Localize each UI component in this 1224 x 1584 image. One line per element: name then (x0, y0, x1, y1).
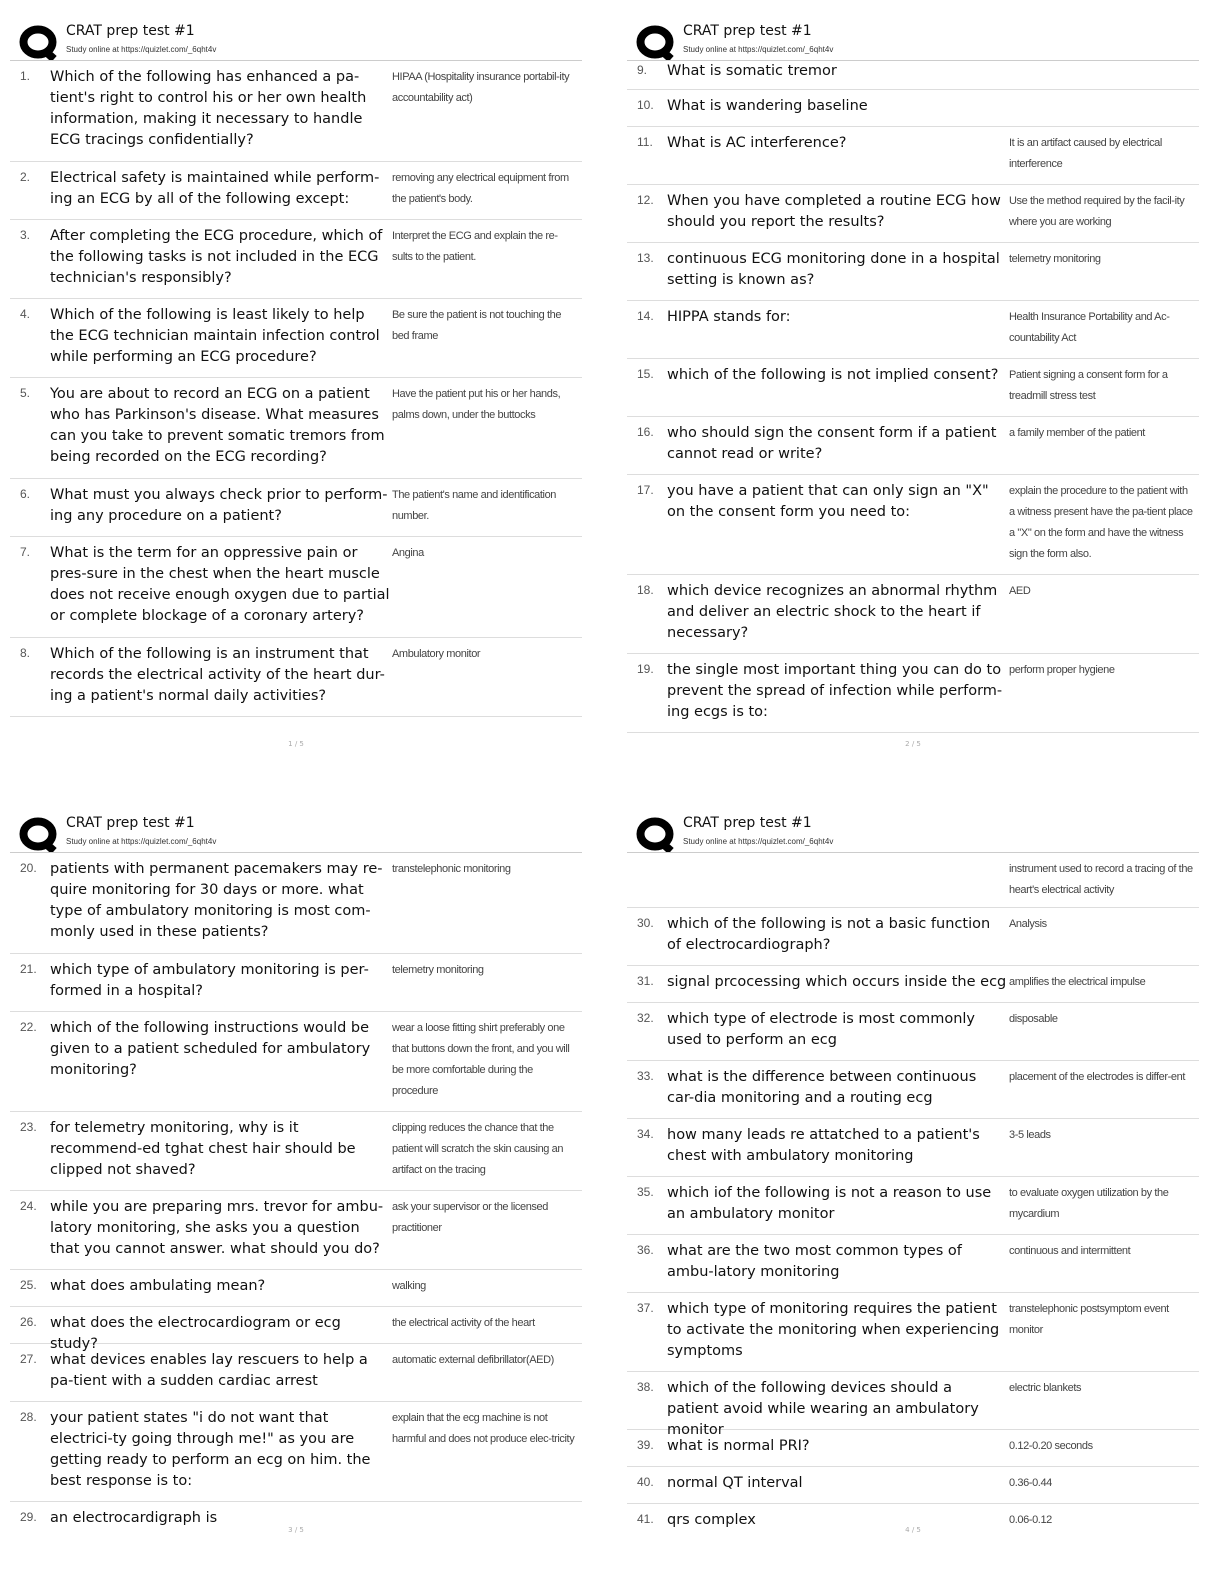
card-row-continued (627, 853, 1199, 908)
card-row (627, 475, 1199, 575)
card-answer: Use the method required by the facil-ity where you are working (1009, 195, 1185, 228)
card-question: which type of electrode is most commonly used to perform an ecg (667, 1011, 976, 1048)
card-row (10, 1402, 582, 1502)
card-question: what does the electrocardiogram or ecg study? (50, 1315, 341, 1352)
card-question: qrs complex (667, 1512, 756, 1528)
card-number: 33. (637, 1069, 654, 1083)
card-answer: Be sure the patient is not touching the bed frame (392, 309, 562, 342)
card-question: which device recognizes an abnormal rhythm and deliver an electric shock to the heart if necessary? (667, 583, 998, 641)
card-answer: a family member of the patient (1009, 427, 1145, 439)
card-answer: placement of the electrodes is differ-ent (1009, 1071, 1186, 1083)
card-number: 37. (637, 1301, 654, 1315)
card-answer: the electrical activity of the heart (392, 1317, 535, 1329)
page-1 (10, 16, 582, 748)
card-row (10, 1270, 582, 1307)
card-row (627, 127, 1199, 185)
card-number: 3. (20, 228, 31, 242)
card-answer: Analysis (1009, 918, 1047, 930)
page-title: CRAT prep test #1 (683, 815, 812, 831)
card-row (627, 1119, 1199, 1177)
card-question: What is the term for an oppressive pain or pres-sure in the chest when the heart muscle does not receive enough oxygen due to partial or complete blockage of a coronary artery? (50, 545, 390, 624)
card-question: for telemetry monitoring, why is it recommend-ed tghat chest hair should be clipped not shaved? (50, 1120, 356, 1178)
card-question: When you have completed a routine ECG how should you report the results? (667, 193, 1001, 230)
card-number: 22. (20, 1020, 37, 1034)
card-answer: It is an artifact caused by electrical interference (1009, 137, 1162, 170)
page-4 (627, 808, 1199, 1538)
card-number: 18. (637, 583, 654, 597)
card-number: 38. (637, 1380, 654, 1394)
card-answer: Have the patient put his or her hands, palms down, under the buttocks (392, 388, 561, 421)
card-row (627, 417, 1199, 475)
card-row (10, 1012, 582, 1112)
card-answer: removing any electrical equipment from the patient's body. (392, 172, 569, 205)
card-question: After completing the ECG procedure, which of the following tasks is not included in the ECG technician's responsibly? (50, 228, 383, 286)
card-answer: walking (392, 1280, 426, 1292)
card-number: 2. (20, 170, 31, 184)
page-title: CRAT prep test #1 (683, 23, 812, 39)
card-question: which type of ambulatory monitoring is per-formed in a hospital? (50, 962, 369, 999)
card-answer: automatic external defibrillator(AED) (392, 1354, 554, 1366)
card-row (10, 1112, 582, 1191)
card-answer: transtelephonic monitoring (392, 863, 511, 875)
card-answer: AED (1009, 585, 1031, 597)
card-number: 26. (20, 1315, 37, 1329)
page-number: 1 / 5 (288, 740, 304, 748)
card-answer: wear a loose fitting shirt preferably one that buttons down the front, and you will be more comfortable during the procedure (392, 1022, 570, 1097)
card-number: 30. (637, 916, 654, 930)
card-row (627, 301, 1199, 359)
card-number: 14. (637, 309, 654, 323)
card-question: while you are preparing mrs. trevor for ambu-latory monitoring, she asks you a question that you cannot answer. what should you do? (50, 1199, 384, 1257)
page-number: 2 / 5 (905, 740, 921, 748)
card-question: what devices enables lay rescuers to help a pa-tient with a sudden cardiac arrest (50, 1352, 368, 1389)
card-number: 16. (637, 425, 654, 439)
card-row (627, 575, 1199, 654)
card-answer: The patient's name and identification number. (392, 489, 557, 522)
card-row (10, 479, 582, 537)
card-row (10, 853, 582, 954)
card-answer: Patient signing a consent form for a treadmill stress test (1009, 369, 1168, 402)
card-question: which iof the following is not a reason to use an ambulatory monitor (667, 1185, 992, 1222)
card-question: how many leads re attatched to a patient's chest with ambulatory monitoring (667, 1127, 980, 1164)
card-question: What is AC interference? (667, 135, 847, 151)
card-question: Which of the following is least likely to help the ECG technician maintain infection control while performing an ECG procedure? (50, 307, 380, 365)
card-row (627, 1430, 1199, 1467)
card-question: Which of the following is an instrument that records the electrical activity of the heart dur-ing a patient's normal daily activities? (50, 646, 385, 704)
card-question: which of the following is not implied consent? (667, 367, 999, 383)
card-question: What must you always check prior to perform-ing any procedure on a patient? (50, 487, 388, 524)
card-question: HIPPA stands for: (667, 309, 791, 325)
card-answer: 0.06-0.12 (1009, 1514, 1052, 1526)
card-row (10, 162, 582, 220)
card-number: 17. (637, 483, 654, 497)
card-question: what is the difference between continuous car-dia monitoring and a routing ecg (667, 1069, 977, 1106)
card-number: 31. (637, 974, 654, 988)
card-number: 15. (637, 367, 654, 381)
card-answer: perform proper hygiene (1009, 664, 1115, 676)
card-question: the single most important thing you can do to prevent the spread of infection while perform-ing ecgs is to: (667, 662, 1003, 720)
page-header (10, 808, 582, 853)
card-answer: Interpret the ECG and explain the re-sults to the patient. (392, 230, 558, 263)
study-link[interactable]: Study online at https://quizlet.com/_6qht4v (66, 45, 217, 54)
card-number: 35. (637, 1185, 654, 1199)
card-question: Electrical safety is maintained while perform-ing an ECG by all of the following except: (50, 170, 380, 207)
page-title: CRAT prep test #1 (66, 815, 195, 831)
card-question: which of the following is not a basic function of electrocardiograph? (667, 916, 991, 953)
study-link[interactable]: Study online at https://quizlet.com/_6qht4v (683, 837, 834, 846)
card-number: 40. (637, 1475, 654, 1489)
card-number: 6. (20, 487, 31, 501)
card-row (627, 654, 1199, 733)
card-number: 32. (637, 1011, 654, 1025)
card-number: 36. (637, 1243, 654, 1257)
card-row (10, 1191, 582, 1270)
card-number: 19. (637, 662, 654, 676)
card-row (10, 954, 582, 1012)
card-row (10, 1344, 582, 1402)
card-row (627, 185, 1199, 243)
card-number: 25. (20, 1278, 37, 1292)
card-row (627, 359, 1199, 417)
card-row (627, 1061, 1199, 1119)
card-number: 5. (20, 386, 31, 400)
card-number: 21. (20, 962, 37, 976)
card-question: patients with permanent pacemakers may re-quire monitoring for 30 days or more. what type of ambulatory monitoring is most com-monly used in these patients? (50, 861, 383, 940)
page-number: 3 / 5 (288, 1526, 304, 1534)
card-answer: transtelephonic postsymptom event monitor (1009, 1303, 1169, 1336)
card-answer: clipping reduces the chance that the patient will scratch the skin causing an artifact on the tracing (392, 1122, 564, 1176)
card-row (10, 537, 582, 638)
card-question: what does ambulating mean? (50, 1278, 266, 1294)
page-header (10, 16, 582, 61)
card-question: who should sign the consent form if a patient cannot read or write? (667, 425, 997, 462)
card-row (627, 55, 1199, 90)
page-number: 4 / 5 (905, 1526, 921, 1534)
card-number: 4. (20, 307, 31, 321)
study-link[interactable]: Study online at https://quizlet.com/_6qht4v (66, 837, 217, 846)
card-number: 1. (20, 69, 31, 83)
card-question: continuous ECG monitoring done in a hospital setting is known as? (667, 251, 1000, 288)
card-number: 12. (637, 193, 654, 207)
card-number: 10. (637, 98, 654, 112)
quizlet-logo-icon (18, 816, 58, 852)
study-link[interactable]: Study online at https://quizlet.com/_6qht4v (683, 45, 834, 54)
card-row (627, 908, 1199, 966)
card-row (627, 1467, 1199, 1504)
card-question: signal prcocessing which occurs inside the ecg (667, 974, 1007, 990)
card-answer: Ambulatory monitor (392, 648, 481, 660)
card-number: 9. (637, 63, 648, 77)
card-answer: amplifies the electrical impulse (1009, 976, 1146, 988)
card-question: an electrocardigraph is (50, 1510, 218, 1526)
card-question: which of the following devices should a patient avoid while wearing an ambulatory monitor (667, 1380, 979, 1438)
card-row (10, 299, 582, 378)
card-question: What is wandering baseline (667, 98, 868, 114)
card-row (627, 966, 1199, 1003)
card-question: normal QT interval (667, 1475, 803, 1491)
card-number: 7. (20, 545, 31, 559)
page-title: CRAT prep test #1 (66, 23, 195, 39)
card-number: 29. (20, 1510, 37, 1524)
card-answer: Angina (392, 547, 424, 559)
quizlet-logo-icon (635, 816, 675, 852)
card-row (627, 1177, 1199, 1235)
card-answer: instrument used to record a tracing of the heart's electrical activity (1009, 863, 1193, 896)
card-number: 23. (20, 1120, 37, 1134)
card-question: What is somatic tremor (667, 63, 837, 79)
card-number: 28. (20, 1410, 37, 1424)
card-row (627, 1372, 1199, 1438)
page-header (627, 808, 1199, 853)
card-row (10, 1307, 582, 1352)
card-row (10, 638, 582, 717)
card-number: 8. (20, 646, 31, 660)
card-answer: ask your supervisor or the licensed practitioner (392, 1201, 548, 1234)
card-question: You are about to record an ECG on a patient who has Parkinson's disease. What measures can you take to prevent somatic tremors from being recorded on the ECG recording? (50, 386, 385, 465)
card-number: 27. (20, 1352, 37, 1366)
quizlet-logo-icon (18, 24, 58, 60)
card-answer: disposable (1009, 1013, 1058, 1025)
card-answer: HIPAA (Hospitality insurance portabil-ity accountability act) (392, 71, 570, 104)
card-number: 39. (637, 1438, 654, 1452)
card-answer: telemetry monitoring (1009, 253, 1101, 265)
card-row (627, 243, 1199, 301)
card-answer: 0.36-0.44 (1009, 1477, 1052, 1489)
card-question: you have a patient that can only sign an "X" on the consent form you need to: (667, 483, 989, 520)
card-row (627, 1293, 1199, 1372)
card-question: what are the two most common types of ambu-latory monitoring (667, 1243, 962, 1280)
card-row (627, 90, 1199, 127)
card-row (10, 61, 582, 162)
card-number: 24. (20, 1199, 37, 1213)
card-question: what is normal PRI? (667, 1438, 810, 1454)
card-question: which of the following instructions would be given to a patient scheduled for ambulatory monitoring? (50, 1020, 371, 1078)
page-2 (627, 16, 1199, 748)
card-number: 20. (20, 861, 37, 875)
card-number: 13. (637, 251, 654, 265)
card-number: 41. (637, 1512, 654, 1526)
card-answer: telemetry monitoring (392, 964, 484, 976)
card-answer: explain the procedure to the patient with a witness present have the pa-tient place a "X" on the form and have the witness sign the form also. (1009, 485, 1193, 560)
card-row (627, 1003, 1199, 1061)
card-question: Which of the following has enhanced a pa-tient's right to control his or her own health information, making it necessary to handle ECG tracings confidentially? (50, 69, 367, 148)
page-3 (10, 808, 582, 1536)
card-question: your patient states "i do not want that electrici-ty going through me!" as you are getting ready to perform an ecg on him. the best response is to: (50, 1410, 371, 1489)
card-answer: continuous and intermittent (1009, 1245, 1131, 1257)
card-answer: 3-5 leads (1009, 1129, 1051, 1141)
card-answer: electric blankets (1009, 1382, 1082, 1394)
card-question: which type of monitoring requires the patient to activate the monitoring when experiencing symptoms (667, 1301, 1000, 1359)
card-answer: explain that the ecg machine is not harmful and does not produce elec-tricity (392, 1412, 575, 1445)
card-number: 34. (637, 1127, 654, 1141)
card-row (10, 378, 582, 479)
card-answer: to evaluate oxygen utilization by the mycardium (1009, 1187, 1169, 1220)
card-answer: Health Insurance Portability and Ac-countability Act (1009, 311, 1170, 344)
card-number: 11. (637, 135, 653, 149)
card-row (627, 1235, 1199, 1293)
card-row (10, 220, 582, 299)
card-answer: 0.12-0.20 seconds (1009, 1440, 1093, 1452)
